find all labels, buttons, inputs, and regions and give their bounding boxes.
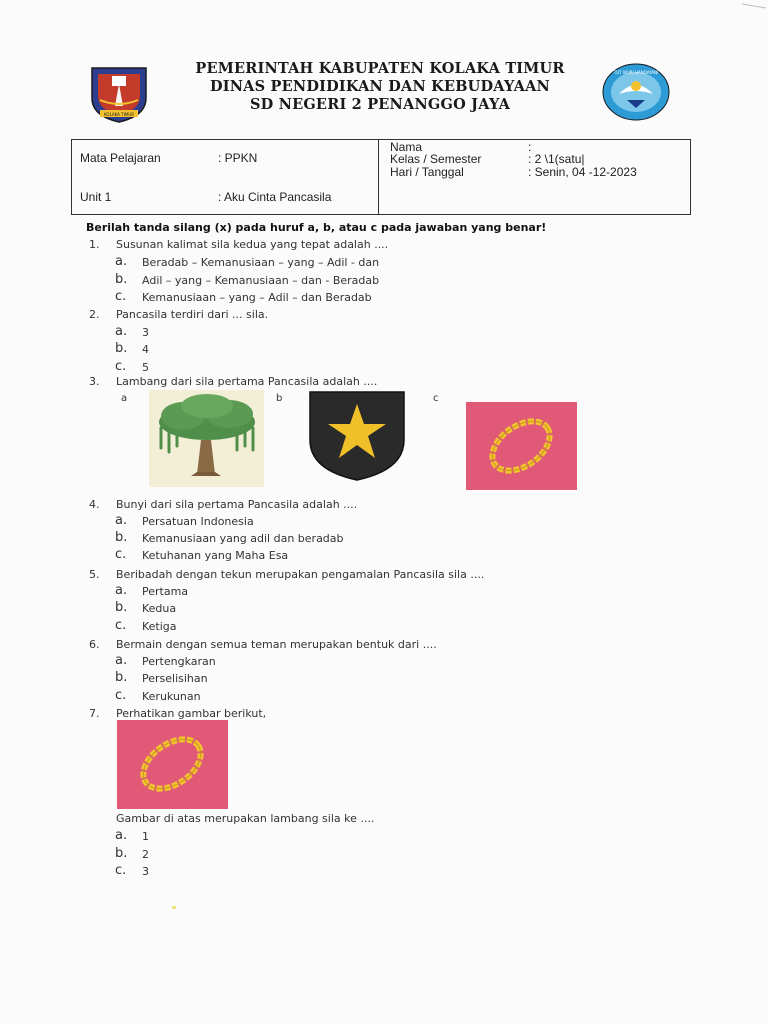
option-letter: c. (115, 359, 127, 374)
option-letter: a. (115, 828, 128, 843)
question-number: 4. (89, 498, 100, 511)
date-value: : Senin, 04 -12-2023 (528, 165, 637, 179)
subject-label: Mata Pelajaran (80, 151, 161, 165)
option-text: 4 (142, 343, 149, 356)
question-number: 6. (89, 638, 100, 651)
instruction-text: Berilah tanda silang (x) pada huruf a, b, atau c pada jawaban yang benar! (86, 221, 547, 234)
header-line-1: PEMERINTAH KABUPATEN KOLAKA TIMUR (195, 60, 565, 77)
option-letter: b. (115, 600, 128, 615)
option-letter: c. (115, 618, 127, 633)
unit-value: : Aku Cinta Pancasila (218, 190, 332, 204)
tut-wuri-handayani-logo-icon (601, 62, 671, 122)
scan-corner-mark (738, 0, 768, 18)
option-text: Pertama (142, 585, 189, 598)
option-text: 3 (142, 326, 149, 339)
option-letter: b. (115, 670, 128, 685)
option-letter: b. (115, 341, 128, 356)
student-info-box (71, 139, 691, 215)
option-text: Kemanusiaan – yang – Adil – dan Beradab (142, 291, 372, 304)
question-text: Beribadah dengan tekun merupakan pengamalan Pancasila sila .... (116, 568, 485, 581)
option-text: Adil – yang – Kemanusiaan – dan - Beradab (142, 274, 380, 287)
question-number: 3. (89, 375, 100, 388)
scan-speck (172, 906, 176, 909)
question-text: Bermain dengan semua teman merupakan bentuk dari .... (116, 638, 437, 651)
option-letter: b. (115, 846, 128, 861)
header-line-2: DINAS PENDIDIKAN DAN KEBUDAYAAN (209, 78, 551, 95)
class-semester-label: Kelas / Semester (390, 152, 482, 166)
option-text: Kerukunan (142, 690, 201, 703)
question-number: 7. (89, 707, 100, 720)
right-logo-label: TUT WURI HANDAYANI (613, 70, 659, 75)
subject-value: : PPKN (218, 151, 258, 165)
option-text: Persatuan Indonesia (142, 515, 254, 528)
name-label: Nama (390, 140, 423, 154)
question-followup-text: Gambar di atas merupakan lambang sila ke .... (116, 812, 375, 825)
option-text: 2 (142, 848, 149, 861)
document-header (150, 60, 610, 114)
kolaka-timur-logo-icon (88, 62, 150, 124)
chain-icon[interactable] (466, 402, 577, 490)
option-text: 5 (142, 361, 149, 374)
option-letter: b. (115, 530, 128, 545)
info-box-divider (378, 140, 379, 214)
question-number: 2. (89, 308, 100, 321)
option-text: Kedua (142, 602, 177, 615)
question-text: Lambang dari sila pertama Pancasila adalah .... (116, 375, 378, 388)
option-letter: c. (115, 688, 127, 703)
question-text: Susunan kalimat sila kedua yang tepat adalah .... (116, 238, 389, 251)
option-text: Perselisihan (142, 672, 208, 685)
left-logo-label: KOLAKA TIMUR (104, 112, 134, 117)
shield-star-icon[interactable] (308, 390, 406, 482)
option-letter: a. (115, 513, 128, 528)
option-text: Beradab – Kemanusiaan – yang – Adil - dan (142, 256, 380, 269)
option-text: Kemanusiaan yang adil dan beradab (142, 532, 344, 545)
image-option-b-label[interactable]: b (276, 393, 283, 404)
question-text: Bunyi dari sila pertama Pancasila adalah .... (116, 498, 358, 511)
option-letter: c. (115, 547, 127, 562)
question-text: Perhatikan gambar berikut, (116, 707, 267, 720)
option-letter: b. (115, 272, 128, 287)
option-letter: a. (115, 324, 128, 339)
chain-icon (117, 720, 228, 809)
image-option-c-label[interactable]: c (433, 393, 439, 404)
option-letter: c. (115, 289, 127, 304)
option-letter: a. (115, 583, 128, 598)
question-number: 1. (89, 238, 100, 251)
option-text: 1 (142, 830, 149, 843)
question-text: Pancasila terdiri dari ... sila. (116, 308, 269, 321)
date-label: Hari / Tanggal (390, 165, 464, 179)
unit-label: Unit 1 (80, 190, 112, 204)
option-text: Pertengkaran (142, 655, 216, 668)
name-field[interactable]: : (528, 140, 532, 154)
option-letter: a. (115, 254, 128, 269)
option-letter: c. (115, 863, 127, 878)
class-semester-value: : 2 \1(satu| (528, 152, 585, 166)
option-text: Ketuhanan yang Maha Esa (142, 549, 289, 562)
option-letter: a. (115, 653, 128, 668)
option-text: Ketiga (142, 620, 177, 633)
header-line-3: SD NEGERI 2 PENANGGO JAYA (249, 96, 511, 113)
question-number: 5. (89, 568, 100, 581)
banyan-tree-icon[interactable] (149, 390, 264, 487)
image-option-a-label[interactable]: a (121, 393, 128, 404)
option-text: 3 (142, 865, 149, 878)
